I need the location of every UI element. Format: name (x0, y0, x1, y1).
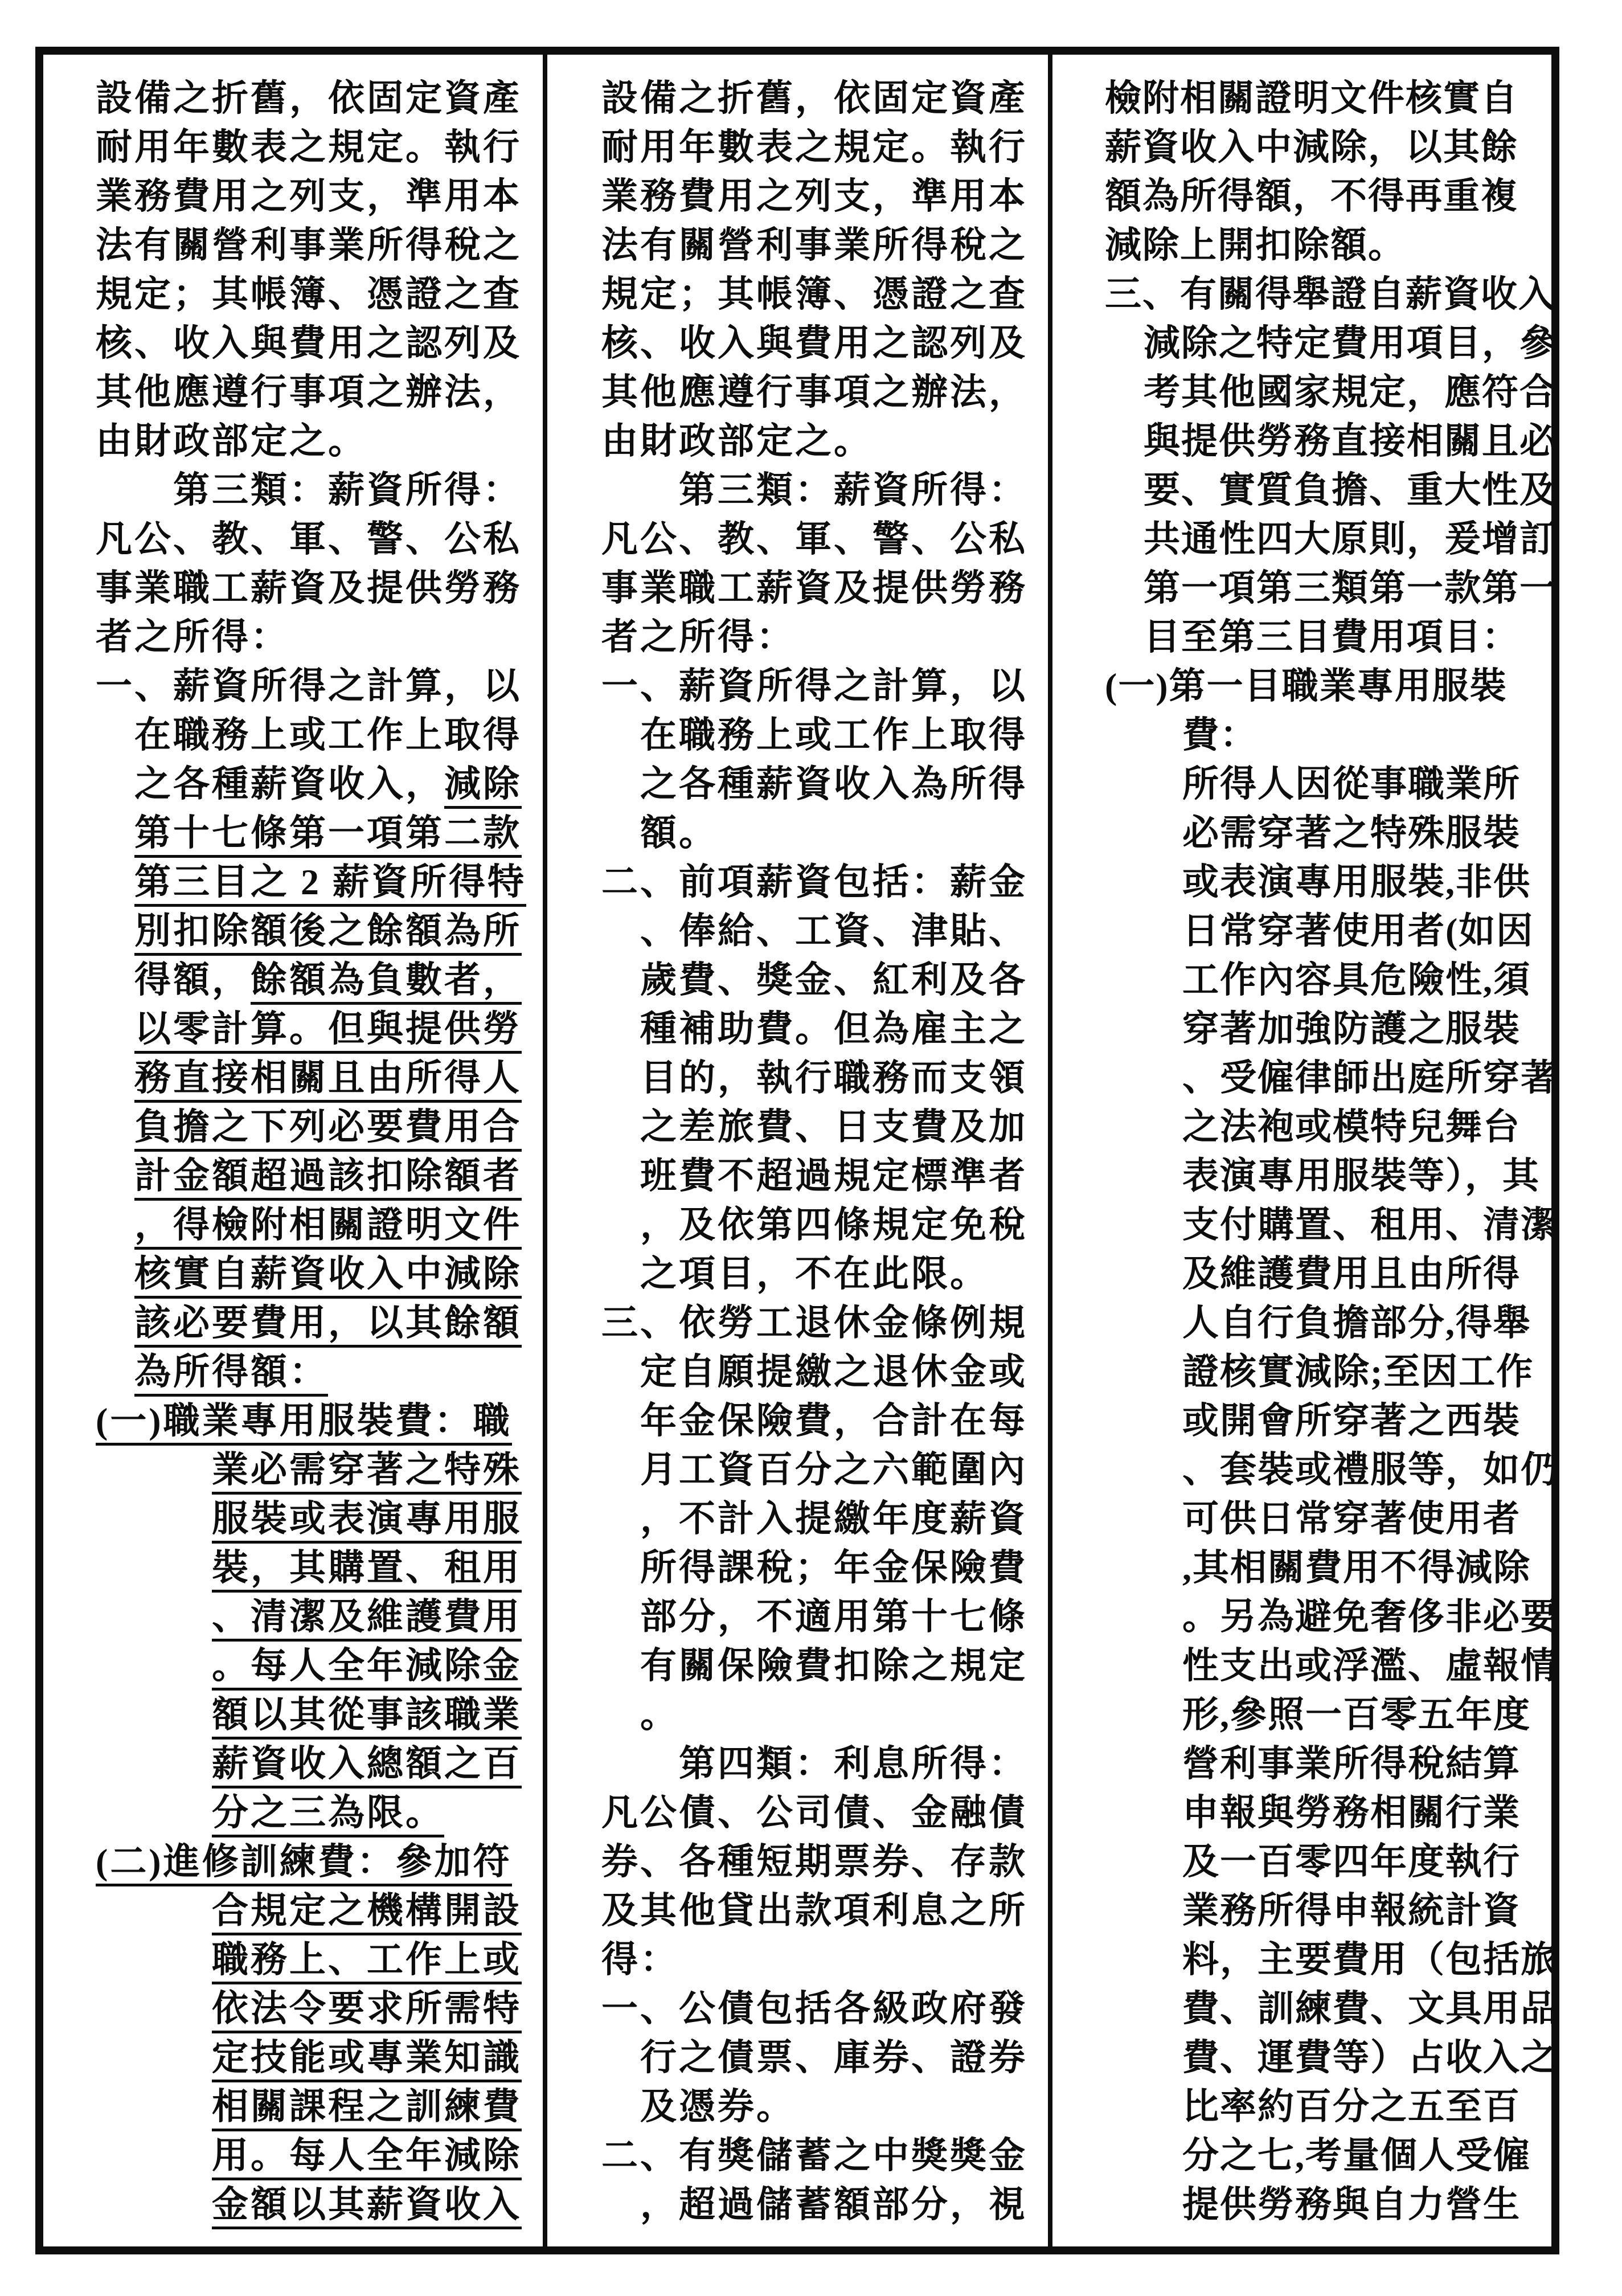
text-run: 二、有獎儲蓄之中獎獎金 (601, 2135, 1027, 2176)
text-run: 及一百零四年度執行 (1182, 1841, 1521, 1882)
text-run: 一、薪資所得之計算，以 (601, 666, 1027, 706)
text-run: 由財政部定之。 (601, 421, 873, 461)
text-line (601, 1837, 1091, 1886)
text-column-2 (601, 74, 1091, 2229)
underlined-text-run: 核實自薪資收入中減除 (134, 1254, 522, 1299)
text-line (96, 368, 585, 417)
text-run: 分之七,考量個人受僱 (1182, 2135, 1531, 2176)
underlined-text-run: 以零計算。但與提供勞 (134, 1009, 522, 1054)
underlined-text-run: 相關課程之訓練費 (212, 2086, 522, 2131)
text-line (96, 1005, 585, 1054)
underlined-text-run: 定技能或專業知識 (212, 2037, 522, 2082)
text-line (96, 1397, 585, 1446)
text-run: 業務所得申報統計資 (1182, 1890, 1521, 1931)
text-line (1105, 1152, 1595, 1201)
text-line (601, 1935, 1091, 1984)
text-run: 減除上開扣除額。 (1105, 225, 1406, 265)
text-line (96, 1299, 585, 1348)
underlined-text-run: 職務上、工作上或 (212, 1939, 522, 1984)
text-line (96, 1837, 585, 1886)
text-run: 工作內容具危險性,須 (1182, 960, 1531, 1000)
text-run: 者之所得： (601, 617, 795, 657)
text-line (1105, 221, 1595, 270)
underlined-text-run: 務直接相關且由所得人 (134, 1058, 522, 1103)
text-run: 業務費用之列支，準用本 (96, 176, 522, 216)
text-run: 提供勞務與自力營生 (1182, 2184, 1521, 2225)
text-run: 穿著加強防護之服裝 (1182, 1009, 1521, 1049)
text-run: 考其他國家規定，應符合 (1144, 372, 1557, 412)
text-run: 證核實減除;至因工作 (1182, 1352, 1534, 1392)
text-run: 第三類：薪資所得： (679, 470, 1027, 510)
underlined-text-run: 依法令要求所需特 (212, 1988, 522, 2033)
text-line (96, 2131, 585, 2180)
text-run: 檢附相關證明文件核實自 (1105, 78, 1518, 118)
text-run: 種補助費。但為雇主之 (640, 1009, 1027, 1049)
text-line (96, 1103, 585, 1152)
text-line (1105, 1788, 1595, 1837)
text-run: 班費不超過規定標準者 (640, 1156, 1027, 1196)
text-run: 費： (1182, 715, 1258, 755)
text-line (96, 1935, 585, 1984)
text-line (96, 2082, 585, 2131)
underlined-text-run: 為所得額： (134, 1352, 328, 1397)
text-line (1105, 1935, 1595, 1984)
text-run: 人自行負擔部分,得舉 (1182, 1303, 1531, 1343)
text-run: 在職務上或工作上取得 (134, 715, 522, 755)
text-run: 三、有關得舉證自薪資收入 (1105, 274, 1556, 314)
text-line (96, 1495, 585, 1544)
text-line (96, 1740, 585, 1788)
text-line (601, 1446, 1091, 1495)
text-line (1105, 1740, 1595, 1788)
text-run: 額為所得額，不得再重複 (1105, 176, 1518, 216)
text-run: 設備之折舊，依固定資產 (96, 78, 522, 118)
underlined-text-run: 負擔之下列必要費用合 (134, 1107, 522, 1152)
text-line (1105, 2131, 1595, 2180)
text-run: 核、收入與費用之認列及 (601, 323, 1027, 363)
text-line (601, 564, 1091, 613)
text-run: 耐用年數表之規定。執行 (601, 127, 1027, 167)
text-run: 與提供勞務直接相關且必 (1144, 421, 1557, 461)
text-line (96, 907, 585, 956)
text-line (96, 172, 585, 221)
text-line (96, 662, 585, 711)
text-line (1105, 1984, 1595, 2033)
text-run: 者之所得： (96, 617, 289, 657)
text-line (96, 613, 585, 662)
text-run: 表演專用服裝等），其 (1182, 1156, 1540, 1196)
text-line (96, 1593, 585, 1642)
text-line (601, 319, 1091, 368)
text-run: 。 (640, 1695, 679, 1735)
text-line (601, 221, 1091, 270)
text-line (96, 270, 585, 319)
text-line (1105, 858, 1595, 907)
text-line (601, 1054, 1091, 1103)
text-run: 申報與勞務相關行業 (1182, 1792, 1521, 1833)
text-line (1105, 1397, 1595, 1446)
text-line (1105, 809, 1595, 858)
text-run: 額。 (640, 813, 718, 853)
text-run: ，不計入提繳年度薪資 (640, 1499, 1027, 1539)
text-line (1105, 1691, 1595, 1740)
text-run: 比率約百分之五至百 (1182, 2086, 1521, 2127)
text-line (96, 1984, 585, 2033)
underlined-text-run: 金額以其薪資收入 (212, 2184, 522, 2229)
text-line (1105, 1593, 1595, 1642)
underlined-text-run: 分之三為限。 (212, 1792, 444, 1837)
text-run: 第一項第三類第一款第一 (1144, 568, 1557, 608)
underlined-text-run: 第三目之 2 薪資所得特 (134, 862, 526, 907)
text-run: 目的，執行職務而支領 (640, 1058, 1027, 1098)
text-line (96, 74, 585, 123)
text-line (96, 858, 585, 907)
text-run: 目至第三目費用項目： (1144, 617, 1519, 657)
text-run: ，超過儲蓄額部分，視 (640, 2184, 1027, 2225)
text-run: 耐用年數表之規定。執行 (96, 127, 522, 167)
text-line (601, 270, 1091, 319)
text-run: 或開會所穿著之西裝 (1182, 1401, 1521, 1441)
text-run: 行之債票、庫券、證券 (640, 2037, 1027, 2078)
text-line (96, 1446, 585, 1495)
text-line (96, 466, 585, 515)
text-run: 第四類：利息所得： (679, 1744, 1027, 1784)
text-line (601, 1201, 1091, 1250)
text-run: 一、薪資所得之計算，以 (96, 666, 522, 706)
text-line (96, 1544, 585, 1593)
text-run: 年金保險費，合計在每 (640, 1401, 1027, 1441)
text-line (96, 319, 585, 368)
text-line (601, 858, 1091, 907)
underlined-text-run: 減除 (444, 764, 522, 809)
text-line (96, 809, 585, 858)
text-run: 核、收入與費用之認列及 (96, 323, 522, 363)
text-run: 及憑券。 (640, 2086, 795, 2127)
underlined-text-run: 裝，其購置、租用 (212, 1548, 522, 1593)
text-run: 月工資百分之六範圍內 (640, 1450, 1027, 1490)
text-run: 凡公、教、軍、警、公私 (96, 519, 522, 559)
text-line (601, 907, 1091, 956)
text-line (1105, 368, 1595, 417)
text-line (601, 956, 1091, 1005)
text-run: 。另為避免奢侈非必要 (1182, 1597, 1558, 1637)
text-run: 、俸給、工資、津貼、 (640, 911, 1027, 951)
text-line (601, 809, 1091, 858)
text-run: 性支出或浮濫、虛報情 (1182, 1646, 1558, 1686)
text-line (1105, 1054, 1595, 1103)
text-run: 二、前項薪資包括：薪金 (601, 862, 1027, 902)
text-line (601, 1397, 1091, 1446)
text-run: 形,參照一百零五年度 (1182, 1695, 1531, 1735)
text-run: 料，主要費用（包括旅 (1182, 1939, 1558, 1980)
text-run: 支付購置、租用、清潔 (1182, 1205, 1558, 1245)
text-line (96, 1054, 585, 1103)
text-run: 在職務上或工作上取得 (640, 715, 1027, 755)
text-line (1105, 74, 1595, 123)
text-line (601, 368, 1091, 417)
text-run: 所得課稅；年金保險費 (640, 1548, 1027, 1588)
text-line (1105, 2033, 1595, 2082)
text-line (601, 172, 1091, 221)
text-run: 之項目，不在此限。 (640, 1254, 989, 1294)
text-run: 設備之折舊，依固定資產 (601, 78, 1027, 118)
underlined-text-run: 該必要費用，以其餘額 (134, 1303, 522, 1348)
text-line (96, 711, 585, 760)
text-line (601, 662, 1091, 711)
text-line (1105, 1250, 1595, 1299)
text-line (1105, 1837, 1595, 1886)
text-line (601, 1250, 1091, 1299)
text-run: 法有關營利事業所得稅之 (96, 225, 522, 265)
text-line (1105, 2082, 1595, 2131)
text-run: 日常穿著使用者(如因 (1182, 911, 1534, 951)
text-line (96, 417, 585, 466)
document-frame (35, 47, 1559, 2254)
text-run: 之差旅費、日支費及加 (640, 1107, 1027, 1147)
text-run: 一、公債包括各級政府發 (601, 1988, 1027, 2029)
text-line (601, 1593, 1091, 1642)
text-run: 或表演專用服裝,非供 (1182, 862, 1531, 902)
text-run: 減除之特定費用項目，參 (1144, 323, 1557, 363)
text-line (601, 1984, 1091, 2033)
text-run: 、受僱律師出庭所穿著 (1182, 1058, 1558, 1098)
text-run: 及其他貸出款項利息之所 (601, 1890, 1027, 1931)
text-line (96, 515, 585, 564)
text-line (601, 1348, 1091, 1397)
text-line (1105, 1642, 1595, 1691)
text-line (1105, 760, 1595, 809)
text-line (601, 1152, 1091, 1201)
text-run: 可供日常穿著使用者 (1182, 1499, 1521, 1539)
underlined-text-run: 。每人全年減除金 (212, 1646, 522, 1691)
text-run: 有關保險費扣除之規定 (640, 1646, 1027, 1686)
text-column-3 (1105, 74, 1595, 2229)
text-line (1105, 1544, 1595, 1593)
text-line (1105, 270, 1595, 319)
text-line (1105, 662, 1595, 711)
text-run: 券、各種短期票券、存款 (601, 1841, 1027, 1882)
text-line (1105, 711, 1595, 760)
underlined-text-run: 第十七條第一項第二款 (134, 813, 522, 858)
text-run: 得額， (134, 960, 251, 1000)
text-line (601, 711, 1091, 760)
text-line (601, 74, 1091, 123)
text-run: 規定；其帳簿、憑證之查 (96, 274, 522, 314)
text-line (601, 123, 1091, 172)
underlined-text-run: 薪資收入總額之百 (212, 1744, 522, 1788)
text-line (601, 466, 1091, 515)
text-line (1105, 172, 1595, 221)
text-line (601, 2131, 1091, 2180)
text-line (96, 1886, 585, 1935)
text-run: 所得人因從事職業所 (1182, 764, 1521, 804)
underlined-text-run: 餘額為負數者， (251, 960, 522, 1005)
text-line (1105, 907, 1595, 956)
text-line (96, 1201, 585, 1250)
underlined-text-run: 業必需穿著之特殊 (212, 1450, 522, 1495)
text-line (96, 956, 585, 1005)
underlined-text-run: 、清潔及維護費用 (212, 1597, 522, 1642)
text-line (1105, 1446, 1595, 1495)
text-line (96, 221, 585, 270)
text-line (601, 1642, 1091, 1691)
text-line (601, 515, 1091, 564)
text-run: 薪資收入中減除，以其餘 (1105, 127, 1518, 167)
text-run: 、套裝或禮服等，如仍 (1182, 1450, 1558, 1490)
underlined-text-run: 計金額超過該扣除額者 (134, 1156, 522, 1201)
text-line (1105, 613, 1595, 662)
text-line (1105, 1299, 1595, 1348)
text-run: 及維護費用且由所得 (1182, 1254, 1521, 1294)
text-run: 事業職工薪資及提供勞務 (96, 568, 522, 608)
text-line (96, 2033, 585, 2082)
text-run: 凡公債、公司債、金融債 (601, 1792, 1027, 1833)
text-line (601, 2180, 1091, 2229)
text-line (1105, 1348, 1595, 1397)
text-run: 歲費、獎金、紅利及各 (640, 960, 1027, 1000)
text-line (1105, 319, 1595, 368)
text-run: 之各種薪資收入， (134, 764, 444, 804)
text-run: 之法袍或模特兒舞台 (1182, 1107, 1521, 1147)
text-line (96, 1691, 585, 1740)
text-run: 其他應遵行事項之辦法， (601, 372, 1027, 412)
text-run: 必需穿著之特殊服裝 (1182, 813, 1521, 853)
text-line (96, 564, 585, 613)
underlined-text-run: 合規定之機構開設 (212, 1890, 522, 1935)
text-line (1105, 956, 1595, 1005)
text-run: 共通性四大原則，爰增訂 (1144, 519, 1557, 559)
text-run: 法有關營利事業所得稅之 (601, 225, 1027, 265)
text-line (601, 760, 1091, 809)
text-run: 其他應遵行事項之辦法， (96, 372, 522, 412)
text-run: 要、實質負擔、重大性及 (1144, 470, 1557, 510)
text-line (96, 1250, 585, 1299)
text-run: 規定；其帳簿、憑證之查 (601, 274, 1027, 314)
text-line (1105, 2180, 1595, 2229)
underlined-text-run: 服裝或表演專用服 (212, 1499, 522, 1544)
text-run: 由財政部定之。 (96, 421, 367, 461)
text-line (601, 1495, 1091, 1544)
text-line (1105, 1201, 1595, 1250)
text-run: 三、依勞工退休金條例規 (601, 1303, 1027, 1343)
text-column-1 (96, 74, 585, 2229)
text-line (601, 613, 1091, 662)
text-line (96, 1642, 585, 1691)
text-run: 業務費用之列支，準用本 (601, 176, 1027, 216)
text-run: (一)第一目職業專用服裝 (1105, 666, 1508, 706)
text-line (1105, 1886, 1595, 1935)
text-run: 定自願提繳之退休金或 (640, 1352, 1027, 1392)
text-line (96, 1788, 585, 1837)
text-line (601, 1886, 1091, 1935)
text-line (601, 2082, 1091, 2131)
text-line (96, 1348, 585, 1397)
underlined-text-run: 用。每人全年減除 (212, 2135, 522, 2180)
text-run: 費、運費等）占收入之 (1182, 2037, 1558, 2078)
text-line (1105, 564, 1595, 613)
text-run: 之各種薪資收入為所得 (640, 764, 1027, 804)
text-line (96, 2180, 585, 2229)
text-line (1105, 466, 1595, 515)
text-line (1105, 417, 1595, 466)
underlined-text-run: ，得檢附相關證明文件 (134, 1205, 522, 1250)
text-run: 營利事業所得稅結算 (1182, 1744, 1521, 1784)
text-run: 部分，不適用第十七條 (640, 1597, 1027, 1637)
underlined-text-run: 別扣除額後之餘額為所 (134, 911, 522, 956)
text-line (96, 1152, 585, 1201)
text-line (601, 1788, 1091, 1837)
text-line (601, 417, 1091, 466)
text-line (1105, 1495, 1595, 1544)
text-line (601, 1691, 1091, 1740)
text-line (601, 1103, 1091, 1152)
text-line (1105, 123, 1595, 172)
text-line (601, 1544, 1091, 1593)
text-line (1105, 1103, 1595, 1152)
underlined-text-run: (一)職業專用服裝費：職 (96, 1401, 512, 1446)
underlined-text-run: (二)進修訓練費：參加符 (96, 1841, 512, 1886)
text-line (601, 1005, 1091, 1054)
text-run: 得： (601, 1939, 679, 1980)
text-line (601, 1299, 1091, 1348)
text-run: 事業職工薪資及提供勞務 (601, 568, 1027, 608)
text-run: 費、訓練費、文具用品 (1182, 1988, 1558, 2029)
text-line (96, 123, 585, 172)
text-run: ,其相關費用不得減除 (1182, 1548, 1531, 1588)
text-run: 第三類：薪資所得： (173, 470, 522, 510)
text-line (601, 2033, 1091, 2082)
text-run: 凡公、教、軍、警、公私 (601, 519, 1027, 559)
text-line (1105, 1005, 1595, 1054)
text-run: ，及依第四條規定免稅 (640, 1205, 1027, 1245)
text-line (601, 1740, 1091, 1788)
underlined-text-run: 額以其從事該職業 (212, 1695, 522, 1740)
text-line (1105, 515, 1595, 564)
text-line (96, 760, 585, 809)
